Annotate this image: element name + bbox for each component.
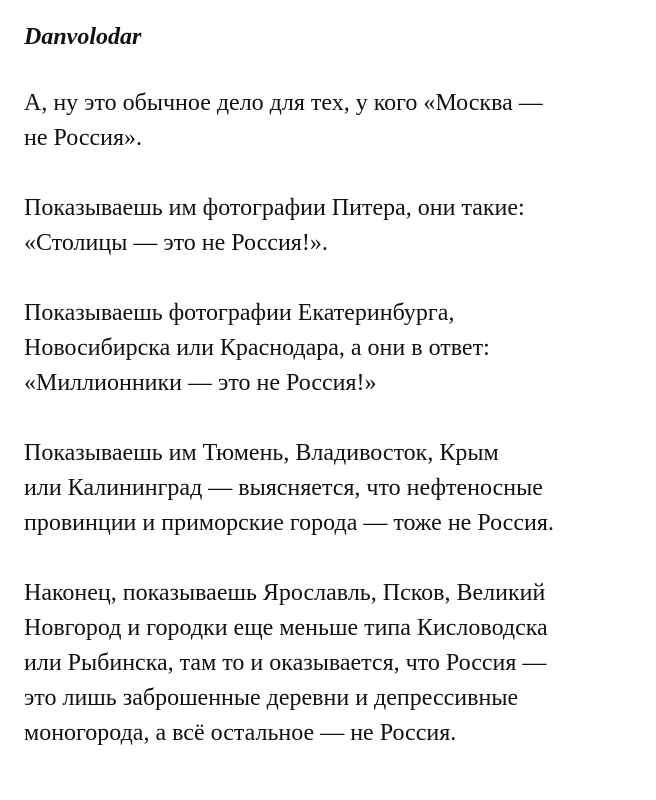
- text-line: это лишь заброшенные деревни и депрессивные: [24, 685, 519, 711]
- text-line: провинции и приморские города — тоже не Россия.: [24, 510, 554, 536]
- paragraph-2: [24, 191, 639, 261]
- text-line: моногорода, а всё остальное — не Россия.: [24, 720, 457, 746]
- text-line: Показываешь фотографии Екатеринбурга,: [24, 300, 455, 326]
- text-line: «Миллионники — это не Россия!»: [24, 370, 377, 396]
- text-line: Наконец, показываешь Ярославль, Псков, Великий: [24, 580, 546, 606]
- text-line: не Россия».: [24, 125, 143, 151]
- post: [24, 22, 639, 786]
- paragraph-3: [24, 296, 639, 401]
- paragraph-5: [24, 576, 639, 751]
- paragraph-1: [24, 86, 639, 156]
- paragraph-4: [24, 436, 639, 541]
- text-line: Новгород и городки еще меньше типа Кисловодска: [24, 615, 548, 641]
- text-line: А, ну это обычное дело для тех, у кого «Москва —: [24, 90, 543, 116]
- text-line: Показываешь им фотографии Питера, они такие:: [24, 195, 525, 221]
- text-line: Новосибирска или Краснодара, а они в ответ:: [24, 335, 490, 361]
- text-line: или Калининград — выясняется, что нефтеносные: [24, 475, 543, 501]
- text-line: «Столицы — это не Россия!».: [24, 230, 328, 256]
- text-line: Показываешь им Тюмень, Владивосток, Крым: [24, 440, 499, 466]
- text-line: или Рыбинска, там то и оказывается, что Россия —: [24, 650, 547, 676]
- author-name[interactable]: Danvolodar: [24, 24, 142, 50]
